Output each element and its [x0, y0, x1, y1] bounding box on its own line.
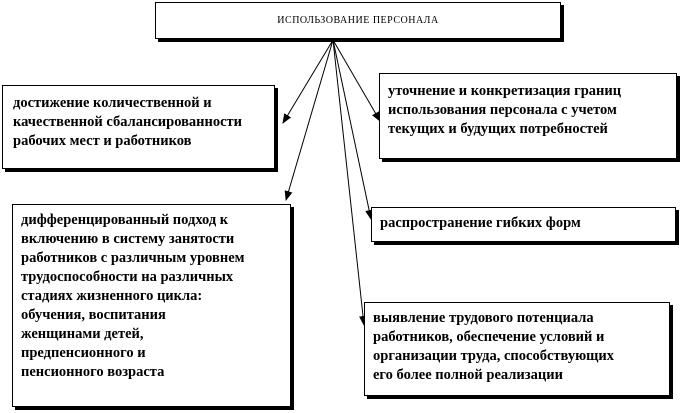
item-text	[380, 214, 671, 233]
item-line: женщинами детей,	[21, 326, 144, 342]
arrow-to-differentiated	[286, 40, 333, 200]
item-box-boundaries	[379, 73, 677, 159]
item-line: стадиях жизненного цикла:	[21, 288, 203, 304]
item-line: предпенсионного и	[21, 345, 146, 361]
item-box-differentiated	[12, 204, 291, 407]
root-title: ИСПОЛЬЗОВАНИЕ ПЕРСОНАЛА	[277, 15, 439, 26]
item-line: дифференцированный подход к	[21, 212, 229, 228]
item-text	[21, 211, 286, 382]
item-line: работников, обеспечение условий и	[373, 329, 605, 345]
item-line: рабочих мест и работников	[13, 133, 192, 149]
item-line: трудоспособности на различных	[21, 269, 234, 285]
item-text	[373, 309, 665, 385]
item-line: распространение гибких форм	[380, 215, 581, 231]
item-line: использования персонала с учетом	[388, 102, 617, 118]
arrow-to-potential	[333, 40, 364, 325]
arrow-to-flexible-forms	[333, 40, 371, 219]
root-box	[155, 2, 561, 39]
item-line: организации труда, способствующих	[373, 348, 615, 364]
item-line: качественной сбалансированности	[13, 114, 243, 130]
item-text	[388, 82, 672, 139]
item-line: уточнение и конкретизация границ	[388, 83, 622, 99]
item-text	[13, 94, 270, 151]
item-line: работников с различным уровнем	[21, 250, 245, 266]
item-box-flexible-forms	[371, 207, 676, 242]
item-line: пенсионного возраста	[21, 364, 165, 380]
item-box-potential	[364, 302, 670, 396]
item-line: достижение количественной и	[13, 95, 212, 111]
item-line: обучения, воспитания	[21, 307, 166, 323]
item-line: включению в систему занятости	[21, 231, 235, 247]
item-line: выявление трудового потенциала	[373, 310, 594, 326]
item-box-balance	[2, 85, 275, 169]
arrow-to-balance	[283, 40, 333, 123]
item-line: его более полной реализации	[373, 367, 563, 383]
item-line: текущих и будущих потребностей	[388, 121, 608, 137]
